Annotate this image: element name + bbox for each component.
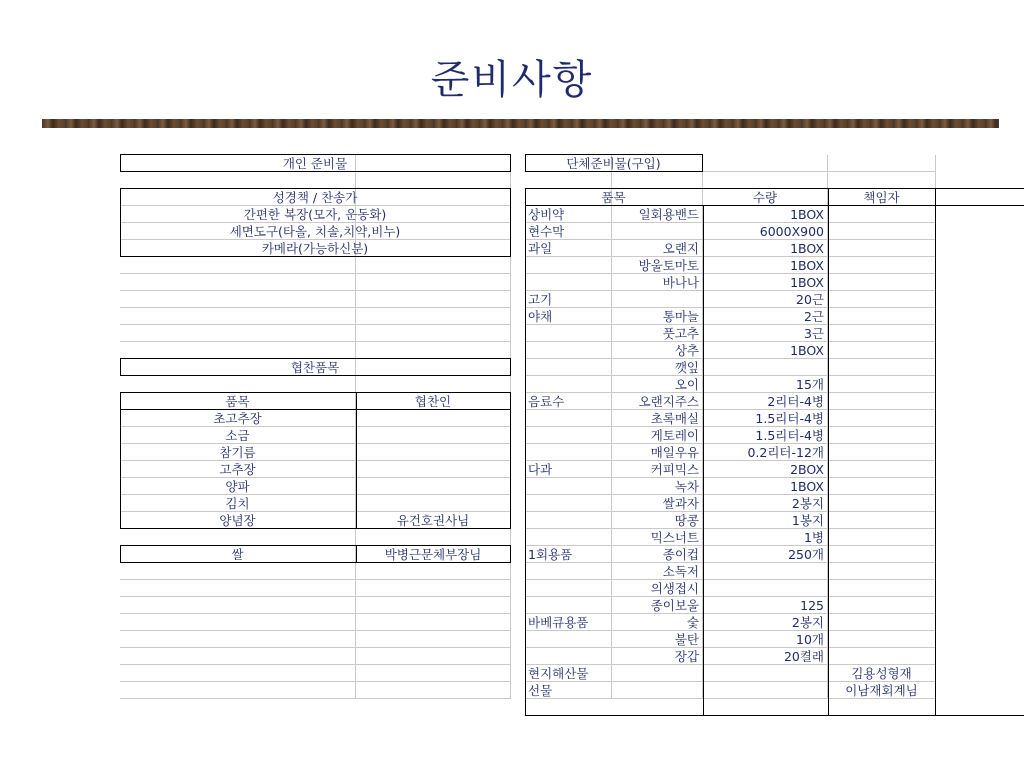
group-item: 게토레이 xyxy=(612,427,703,444)
group-item xyxy=(612,291,703,308)
group-qty: 1BOX xyxy=(703,240,828,257)
group-item: 오랜지주스 xyxy=(612,393,703,410)
group-category: 현지해산물 xyxy=(525,665,612,682)
group-item: 소독저 xyxy=(612,563,703,580)
group-person xyxy=(828,597,936,614)
group-category xyxy=(525,648,612,665)
group-qty: 1.5리터-4병 xyxy=(703,427,828,444)
empty-cell xyxy=(120,325,356,342)
empty-cell xyxy=(612,172,703,189)
sponsor-col-sponsor: 협찬인 xyxy=(356,393,511,410)
group-category xyxy=(525,376,612,393)
sponsor-item: 소금 xyxy=(120,427,356,444)
empty-cell xyxy=(828,172,936,189)
group-category xyxy=(525,325,612,342)
group-person xyxy=(828,206,936,223)
empty-cell xyxy=(120,665,356,682)
personal-header: 개인 준비물 xyxy=(120,155,511,172)
group-person xyxy=(828,257,936,274)
group-category: 고기 xyxy=(525,291,612,308)
group-item: 쌀과자 xyxy=(612,495,703,512)
empty-cell xyxy=(356,580,511,597)
empty-cell xyxy=(356,461,511,478)
group-header: 단체준비물(구입) xyxy=(525,155,703,172)
group-person xyxy=(828,342,936,359)
group-qty: 250개 xyxy=(703,546,828,563)
group-person: 이남재회계님 xyxy=(828,682,936,699)
empty-cell xyxy=(703,155,828,172)
decorative-divider xyxy=(42,119,999,128)
group-item: 방울토마토 xyxy=(612,257,703,274)
group-category xyxy=(525,359,612,376)
empty-cell xyxy=(120,631,356,648)
sponsor-item: 김치 xyxy=(120,495,356,512)
empty-cell xyxy=(356,597,511,614)
sponsor-col-item: 품목 xyxy=(120,393,356,410)
group-person xyxy=(828,376,936,393)
group-qty: 2봉지 xyxy=(703,614,828,631)
empty-cell xyxy=(356,172,511,189)
group-col-qty: 수량 xyxy=(703,189,828,206)
group-qty: 20근 xyxy=(703,291,828,308)
group-item: 매일우유 xyxy=(612,444,703,461)
empty-cell xyxy=(356,342,511,359)
group-person xyxy=(828,580,936,597)
group-item xyxy=(612,665,703,682)
group-qty: 2봉지 xyxy=(703,495,828,512)
group-category xyxy=(525,631,612,648)
group-item: 의생접시 xyxy=(612,580,703,597)
empty-cell xyxy=(356,427,511,444)
rice-sponsor: 박병근문체부장님 xyxy=(356,546,511,563)
group-category xyxy=(525,410,612,427)
group-person xyxy=(828,648,936,665)
group-person xyxy=(828,325,936,342)
empty-cell xyxy=(356,682,511,699)
group-item: 숯 xyxy=(612,614,703,631)
group-category: 야채 xyxy=(525,308,612,325)
empty-cell xyxy=(356,257,511,274)
sponsor-item: 참기름 xyxy=(120,444,356,461)
group-item: 오이 xyxy=(612,376,703,393)
empty-cell xyxy=(120,682,356,699)
group-item: 커피믹스 xyxy=(612,461,703,478)
empty-cell xyxy=(120,308,356,325)
group-person xyxy=(828,291,936,308)
empty-cell xyxy=(120,614,356,631)
group-qty: 20켤래 xyxy=(703,648,828,665)
group-item: 깻잎 xyxy=(612,359,703,376)
empty-cell xyxy=(356,563,511,580)
sponsor-header: 협찬품목 xyxy=(120,359,511,376)
group-category: 음료수 xyxy=(525,393,612,410)
group-category xyxy=(525,257,612,274)
page-title: 준비사항 xyxy=(430,57,594,103)
group-category xyxy=(525,274,612,291)
group-item: 오랜지 xyxy=(612,240,703,257)
group-category: 과일 xyxy=(525,240,612,257)
empty-cell xyxy=(120,597,356,614)
group-category: 바베큐용품 xyxy=(525,614,612,631)
group-item: 통마늘 xyxy=(612,308,703,325)
personal-item: 성경책 / 찬송가 xyxy=(120,189,511,206)
empty-cell xyxy=(356,410,511,427)
group-qty: 2BOX xyxy=(703,461,828,478)
group-col-person: 책임자 xyxy=(828,189,936,206)
empty-cell xyxy=(356,631,511,648)
group-qty: 1.5리터-4병 xyxy=(703,410,828,427)
group-qty xyxy=(703,563,828,580)
empty-cell xyxy=(356,648,511,665)
group-category xyxy=(525,342,612,359)
group-person xyxy=(828,478,936,495)
empty-cell xyxy=(120,580,356,597)
sponsor-item: 양념장 xyxy=(120,512,356,529)
sponsor-item: 고추장 xyxy=(120,461,356,478)
group-person xyxy=(828,444,936,461)
group-item xyxy=(612,682,703,699)
group-item: 장갑 xyxy=(612,648,703,665)
group-category xyxy=(525,478,612,495)
group-item: 불탄 xyxy=(612,631,703,648)
empty-cell xyxy=(525,172,612,189)
group-item: 땅콩 xyxy=(612,512,703,529)
group-item: 믹스너트 xyxy=(612,529,703,546)
group-qty xyxy=(703,580,828,597)
group-category xyxy=(525,512,612,529)
group-person: 김용성형재 xyxy=(828,665,936,682)
group-category xyxy=(525,495,612,512)
group-person xyxy=(828,512,936,529)
sponsor-item: 초고추장 xyxy=(120,410,356,427)
group-qty xyxy=(703,682,828,699)
group-qty: 1BOX xyxy=(703,274,828,291)
group-qty: 1봉지 xyxy=(703,512,828,529)
group-category xyxy=(525,444,612,461)
empty-cell xyxy=(356,495,511,512)
empty-cell xyxy=(120,291,356,308)
group-qty xyxy=(703,359,828,376)
group-person xyxy=(828,614,936,631)
group-person xyxy=(828,546,936,563)
group-item: 녹차 xyxy=(612,478,703,495)
empty-cell xyxy=(356,325,511,342)
group-qty: 10개 xyxy=(703,631,828,648)
empty-cell xyxy=(356,665,511,682)
group-person xyxy=(828,427,936,444)
group-person xyxy=(828,274,936,291)
personal-item: 간편한 복장(모자, 운동화) xyxy=(120,206,511,223)
empty-cell xyxy=(120,563,356,580)
group-category xyxy=(525,563,612,580)
empty-cell xyxy=(356,478,511,495)
group-qty xyxy=(703,665,828,682)
empty-cell xyxy=(120,342,356,359)
group-qty: 0.2리터-12개 xyxy=(703,444,828,461)
group-category xyxy=(525,597,612,614)
group-qty: 3근 xyxy=(703,325,828,342)
group-item: 종이보울 xyxy=(612,597,703,614)
empty-cell xyxy=(356,529,511,546)
group-category: 1회용품 xyxy=(525,546,612,563)
group-qty: 125 xyxy=(703,597,828,614)
group-person xyxy=(828,359,936,376)
sponsor-name: 유건호권사님 xyxy=(356,512,511,529)
empty-cell xyxy=(356,291,511,308)
empty-cell xyxy=(828,155,936,172)
empty-cell xyxy=(120,648,356,665)
group-person xyxy=(828,223,936,240)
group-category: 다과 xyxy=(525,461,612,478)
empty-cell xyxy=(356,274,511,291)
personal-item: 세면도구(타올, 치솔,치약,비누) xyxy=(120,223,511,240)
group-person xyxy=(828,393,936,410)
group-qty: 1BOX xyxy=(703,342,828,359)
group-item: 초록매실 xyxy=(612,410,703,427)
group-qty: 1BOX xyxy=(703,478,828,495)
empty-cell xyxy=(703,172,828,189)
group-person xyxy=(828,563,936,580)
group-item xyxy=(612,223,703,240)
group-qty: 6000X900 xyxy=(703,223,828,240)
empty-cell xyxy=(120,529,356,546)
group-qty: 15개 xyxy=(703,376,828,393)
empty-cell xyxy=(356,614,511,631)
empty-cell xyxy=(120,172,356,189)
empty-cell xyxy=(356,376,511,393)
group-category xyxy=(525,580,612,597)
group-person xyxy=(828,308,936,325)
group-col-item: 품목 xyxy=(525,189,703,206)
group-category: 상비약 xyxy=(525,206,612,223)
group-category xyxy=(525,427,612,444)
empty-cell xyxy=(120,257,356,274)
group-qty: 2근 xyxy=(703,308,828,325)
empty-cell xyxy=(120,376,356,393)
group-qty: 1BOX xyxy=(703,257,828,274)
group-person xyxy=(828,631,936,648)
empty-cell xyxy=(120,274,356,291)
rice-item: 쌀 xyxy=(120,546,356,563)
group-person xyxy=(828,529,936,546)
group-person xyxy=(828,461,936,478)
group-category: 선물 xyxy=(525,682,612,699)
group-item: 일회용밴드 xyxy=(612,206,703,223)
group-person xyxy=(828,240,936,257)
group-qty: 1BOX xyxy=(703,206,828,223)
group-item: 바나나 xyxy=(612,274,703,291)
sponsor-item: 양파 xyxy=(120,478,356,495)
group-person xyxy=(828,495,936,512)
empty-cell xyxy=(356,308,511,325)
group-category: 현수막 xyxy=(525,223,612,240)
group-person xyxy=(828,410,936,427)
group-item: 종이컵 xyxy=(612,546,703,563)
group-qty: 2리터-4병 xyxy=(703,393,828,410)
empty-cell xyxy=(356,444,511,461)
group-qty: 1병 xyxy=(703,529,828,546)
group-item: 상추 xyxy=(612,342,703,359)
group-category xyxy=(525,529,612,546)
group-item: 풋고추 xyxy=(612,325,703,342)
personal-item: 카메라(가능하신분) xyxy=(120,240,511,257)
